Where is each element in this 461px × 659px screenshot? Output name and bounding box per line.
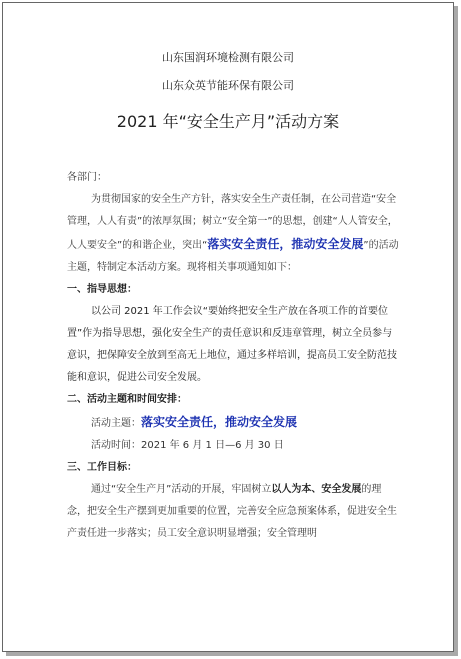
- section-heading-theme-time: 二、活动主题和时间安排：: [67, 394, 187, 405]
- goals-text-2: 的理念，把安全生产摆到更加重要的位置，完善安全应急预案体系，促进安全生产责任进一步落实；员工安全意识明显增强；安全管理明: [67, 484, 397, 539]
- section-heading-guiding: 一、指导思想：: [67, 284, 137, 295]
- intro-text-1: 为贯彻国家的安全生产方针，落实安全生产责任制，在公司营造“安全管理，人人有责”的浓厚氛围；树立“安全第一”的思想，创建“人人管安全，人人要安全”的和谐企业，突出“: [67, 194, 398, 251]
- document-body: [67, 167, 401, 545]
- document-title: 2021 年“安全生产月”活动方案: [116, 112, 340, 131]
- intro-highlight: 落实安全责任，推动安全发展: [207, 237, 364, 251]
- guiding-paragraph: 以公司 2021 年工作会议“要始终把安全生产放在各项工作的首要位置”作为指导思想，强化安全生产的责任意识和反违章管理，树立全员参与意识，把保障安全放到至高无上地位，通过多样培训，提高员工安全防范技能和意识，促进公司安全发展。: [67, 306, 397, 383]
- theme-label: 活动主题：: [91, 418, 141, 429]
- intro-text-2: ”的活动主题，特制定本活动方案。现将相关事项通知如下：: [67, 240, 399, 273]
- company-name-1: 山东国润环境检测有限公司: [162, 51, 294, 64]
- time-label: 活动时间：: [91, 440, 141, 451]
- goals-paragraph: [67, 479, 401, 545]
- theme-line: [67, 411, 401, 435]
- section-heading-goals: 三、工作目标：: [67, 462, 137, 473]
- time-line: [67, 435, 401, 457]
- document-page: [2, 2, 454, 652]
- goals-bold: 以人为本、安全发展: [271, 484, 362, 495]
- theme-value: 落实安全责任，推动安全发展: [141, 415, 298, 429]
- time-value: 2021 年 6 月 1 日—6 月 30 日: [141, 440, 284, 451]
- salutation: 各部门：: [67, 172, 107, 183]
- intro-paragraph: [67, 189, 401, 279]
- goals-text-1: 通过“安全生产月”活动的开展，牢固树立: [91, 484, 272, 495]
- company-name-2: 山东众英节能环保有限公司: [162, 79, 294, 92]
